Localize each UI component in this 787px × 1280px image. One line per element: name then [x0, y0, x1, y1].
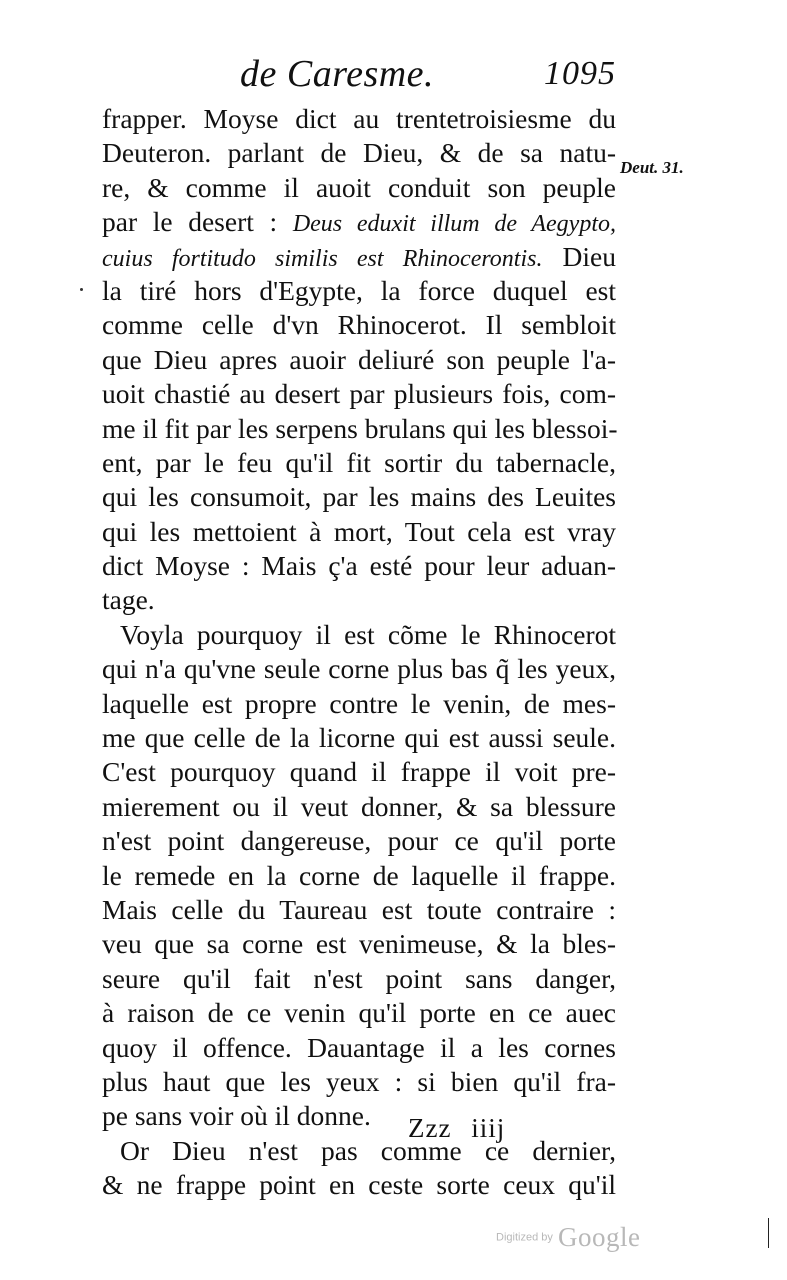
text-line: que Dieu apres auoir deliuré son peuple l'a- [102, 343, 616, 375]
margin-note: Deut. 31. [620, 158, 684, 177]
text-line [102, 205, 616, 239]
text-line: quoy il offence. Dauantage il a les cornes [102, 1031, 616, 1063]
text-line: me il fit par les serpens brulans qui les blessoi- [102, 412, 618, 444]
text-line: pe sans voir où il donne. [102, 1100, 371, 1132]
text-line: uoit chastié au desert par plusieurs fois, com- [102, 378, 616, 410]
page-edge-mark [768, 1218, 769, 1248]
text-line: C'est pourquoy quand il frappe il voit pre- [102, 756, 616, 788]
text-line: n'est point dangereuse, pour ce qu'il porte [102, 825, 616, 857]
text-line: Voyla pourquoy il est cõme le Rhinocerot [120, 618, 616, 650]
text-fragment: Dieu [542, 240, 616, 272]
text-line: Or Dieu n'est pas comme ce dernier, [120, 1134, 616, 1166]
body-text [102, 102, 616, 1203]
watermark-prefix: Digitized by [496, 1231, 553, 1244]
text-line: le remede en la corne de laquelle il frappe. [102, 859, 616, 891]
page-header [100, 52, 620, 100]
text-line: seure qu'il fait n'est point sans danger, [102, 962, 616, 994]
text-line: Deuteron. parlant de Dieu, & de sa natu- [102, 137, 616, 169]
latin-quote: Deus eduxit illum de Aegypto, [292, 211, 617, 238]
text-line: ent, par le feu qu'il fit sortir du tabernacle, [102, 446, 616, 478]
text-line: laquelle est propre contre le venin, de mes- [102, 687, 616, 719]
text-line: plus haut que les yeux : si bien qu'il fra- [102, 1065, 616, 1097]
text-fragment: par le desert : [102, 206, 293, 238]
page-number: 1095 [544, 55, 616, 92]
text-line [102, 240, 616, 274]
text-line: comme celle d'vn Rhinocerot. Il sembloit [102, 309, 616, 341]
text-line: qui les consumoit, par les mains des Leuites [102, 481, 616, 513]
text-line: qui les mettoient à mort, Tout cela est vray [102, 515, 616, 547]
signature-mark: Zzz iiij [408, 1113, 506, 1143]
text-line: qui n'a qu'vne seule corne plus bas q̃ les yeux, [102, 653, 616, 685]
running-title: de Caresme. [240, 53, 435, 95]
text-line: & ne frappe point en ceste sorte ceux qu'il [102, 1169, 616, 1201]
digitization-watermark [496, 1222, 640, 1253]
ink-speck [80, 288, 83, 291]
text-line: re, & comme il auoit conduit son peuple [102, 171, 616, 203]
text-line: veu que sa corne est venimeuse, & la bles- [102, 928, 616, 960]
latin-quote: cuius fortitudo similis est Rhinocerontis. [102, 245, 543, 272]
text-line: dict Moyse : Mais ç'a esté pour leur aduan- [102, 550, 616, 582]
text-line: à raison de ce venin qu'il porte en ce auec [102, 997, 616, 1029]
google-logo: Google [557, 1222, 641, 1252]
text-line: me que celle de la licorne qui est aussi seule. [102, 722, 616, 754]
text-line: la tiré hors d'Egypte, la force duquel est [102, 274, 616, 306]
text-line: frapper. Moyse dict au trentetroisiesme du [102, 103, 616, 134]
text-line: mierement ou il veut donner, & sa blessure [102, 790, 616, 822]
text-line: Mais celle du Taureau est toute contraire : [102, 893, 616, 925]
text-line: tage. [102, 584, 155, 616]
